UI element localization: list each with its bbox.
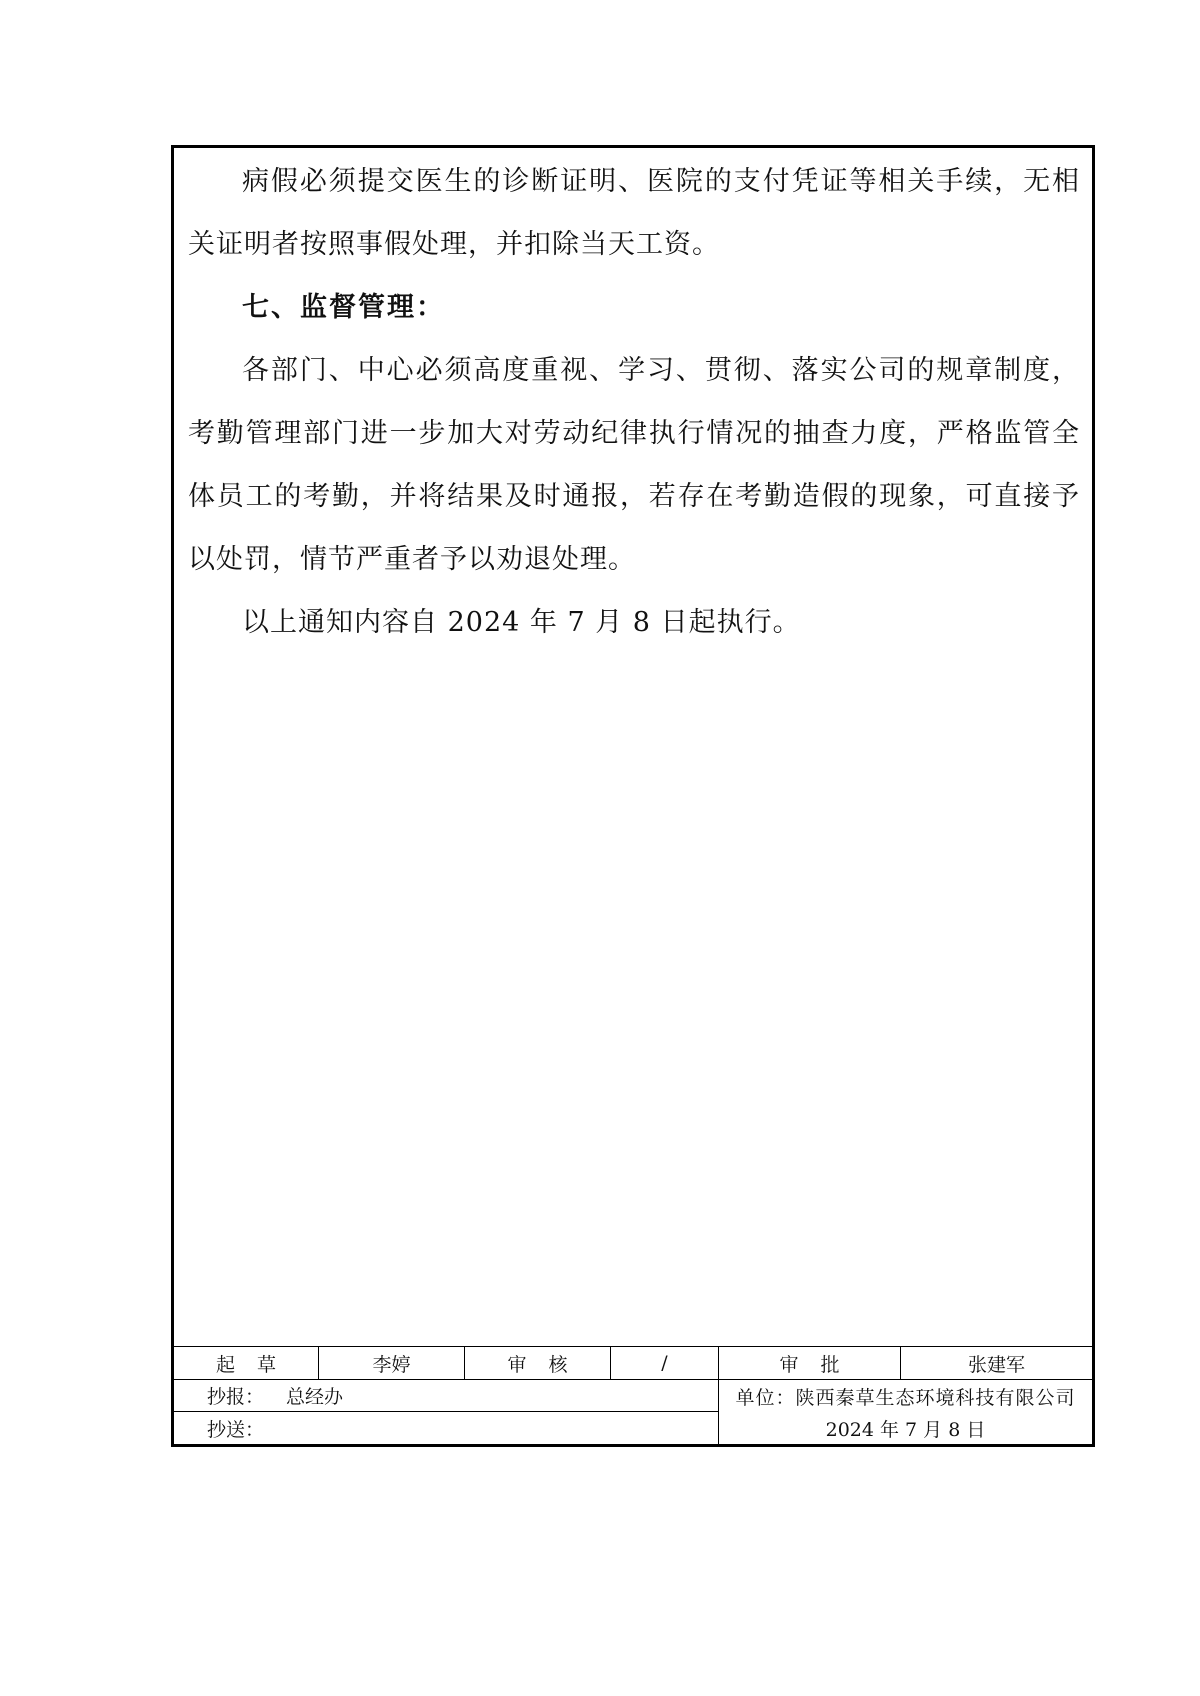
- report-value: 总经办: [286, 1386, 344, 1408]
- organization-line: [719, 1380, 1092, 1412]
- org-value: 陕西秦草生态环境科技有限公司: [795, 1386, 1076, 1409]
- approve-label: 审批: [779, 1353, 862, 1376]
- issue-date: 2024 年 7 月 8 日: [825, 1418, 986, 1441]
- send-line: [174, 1412, 718, 1444]
- report-line: [174, 1380, 718, 1412]
- document-frame: [171, 145, 1095, 1447]
- review-label: 审核: [507, 1353, 590, 1376]
- supervision-paragraph: 各部门、中心必须高度重视、学习、贯彻、落实公司的规章制度，考勤管理部门进一步加大对劳动纪律执行情况的抽查力度，严格监管全体员工的考勤，并将结果及时通报，若存在考勤造假的现象，可直接予以处罚，情节严重者予以劝退处理。: [188, 355, 1080, 575]
- send-label: 抄送：: [207, 1418, 265, 1441]
- report-label: 抄报：: [207, 1386, 265, 1408]
- approval-row: [174, 1347, 1092, 1380]
- approval-table: [174, 1346, 1092, 1444]
- draft-label: 起草: [215, 1353, 298, 1376]
- org-label: 单位：: [735, 1386, 796, 1409]
- draft-value: 李婷: [319, 1347, 465, 1379]
- effective-date-paragraph: 以上通知内容自 2024 年 7 月 8 日起执行。: [242, 607, 801, 638]
- distribution-rows: [174, 1380, 1092, 1444]
- document-body: [188, 148, 1080, 654]
- section-heading-supervision: 七、监督管理：: [242, 292, 445, 323]
- sick-leave-paragraph: 病假必须提交医生的诊断证明、医院的支付凭证等相关手续，无相关证明者按照事假处理，并扣除当天工资。: [188, 166, 1080, 260]
- review-value: /: [611, 1347, 719, 1379]
- approve-value: 张建军: [967, 1353, 1025, 1376]
